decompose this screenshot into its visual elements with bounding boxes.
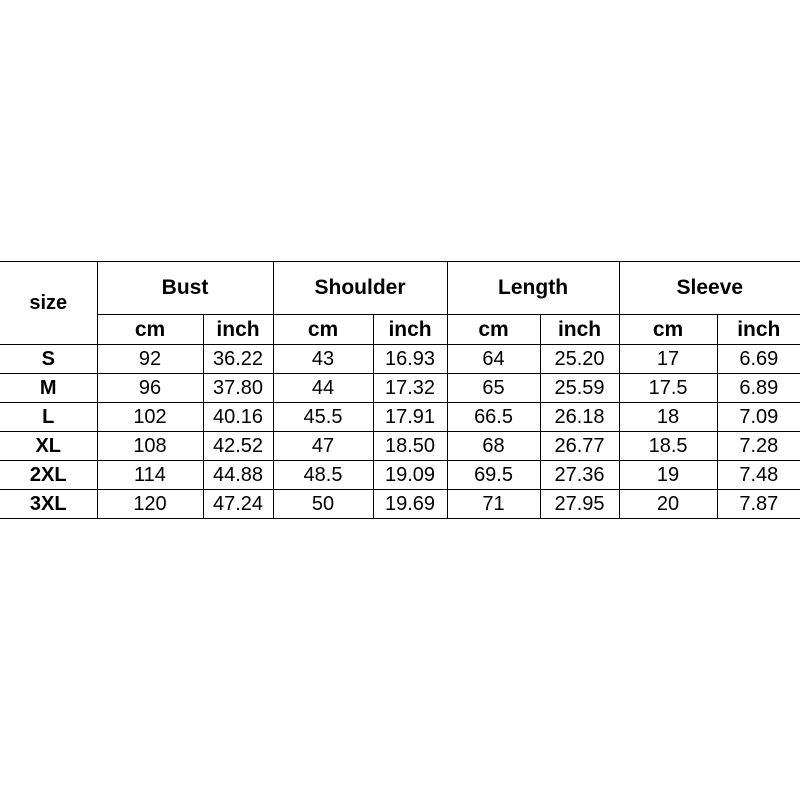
group-header-shoulder: Shoulder bbox=[273, 262, 447, 315]
value-cell: 17.91 bbox=[373, 403, 447, 432]
value-cell: 17.32 bbox=[373, 374, 447, 403]
size-label: L bbox=[0, 403, 97, 432]
size-column-header: size bbox=[0, 262, 97, 345]
value-cell: 114 bbox=[97, 461, 203, 490]
value-cell: 7.48 bbox=[717, 461, 800, 490]
value-cell: 25.59 bbox=[540, 374, 619, 403]
value-cell: 65 bbox=[447, 374, 540, 403]
value-cell: 26.18 bbox=[540, 403, 619, 432]
unit-header: inch bbox=[540, 315, 619, 345]
value-cell: 47 bbox=[273, 432, 373, 461]
value-cell: 50 bbox=[273, 490, 373, 519]
value-cell: 96 bbox=[97, 374, 203, 403]
table-row bbox=[0, 403, 800, 432]
value-cell: 44 bbox=[273, 374, 373, 403]
table-row bbox=[0, 345, 800, 374]
table-row bbox=[0, 374, 800, 403]
value-cell: 20 bbox=[619, 490, 717, 519]
value-cell: 37.80 bbox=[203, 374, 273, 403]
value-cell: 47.24 bbox=[203, 490, 273, 519]
value-cell: 19.69 bbox=[373, 490, 447, 519]
unit-header: inch bbox=[717, 315, 800, 345]
value-cell: 18 bbox=[619, 403, 717, 432]
size-label: XL bbox=[0, 432, 97, 461]
value-cell: 6.69 bbox=[717, 345, 800, 374]
size-chart-table bbox=[0, 261, 800, 519]
unit-header: cm bbox=[273, 315, 373, 345]
value-cell: 27.95 bbox=[540, 490, 619, 519]
table-row bbox=[0, 490, 800, 519]
table-row bbox=[0, 432, 800, 461]
value-cell: 66.5 bbox=[447, 403, 540, 432]
value-cell: 108 bbox=[97, 432, 203, 461]
unit-header: inch bbox=[203, 315, 273, 345]
value-cell: 48.5 bbox=[273, 461, 373, 490]
size-chart-body bbox=[0, 345, 800, 519]
value-cell: 25.20 bbox=[540, 345, 619, 374]
unit-header: cm bbox=[619, 315, 717, 345]
unit-header: cm bbox=[97, 315, 203, 345]
value-cell: 27.36 bbox=[540, 461, 619, 490]
value-cell: 71 bbox=[447, 490, 540, 519]
group-header-bust: Bust bbox=[97, 262, 273, 315]
value-cell: 45.5 bbox=[273, 403, 373, 432]
size-label: 2XL bbox=[0, 461, 97, 490]
group-header-sleeve: Sleeve bbox=[619, 262, 800, 315]
value-cell: 120 bbox=[97, 490, 203, 519]
value-cell: 17.5 bbox=[619, 374, 717, 403]
value-cell: 19.09 bbox=[373, 461, 447, 490]
value-cell: 16.93 bbox=[373, 345, 447, 374]
value-cell: 68 bbox=[447, 432, 540, 461]
unit-header: inch bbox=[373, 315, 447, 345]
unit-header-row bbox=[0, 315, 800, 345]
unit-header: cm bbox=[447, 315, 540, 345]
value-cell: 42.52 bbox=[203, 432, 273, 461]
value-cell: 7.87 bbox=[717, 490, 800, 519]
value-cell: 102 bbox=[97, 403, 203, 432]
value-cell: 18.50 bbox=[373, 432, 447, 461]
value-cell: 17 bbox=[619, 345, 717, 374]
size-label: 3XL bbox=[0, 490, 97, 519]
size-label: M bbox=[0, 374, 97, 403]
group-header-length: Length bbox=[447, 262, 619, 315]
value-cell: 7.28 bbox=[717, 432, 800, 461]
value-cell: 36.22 bbox=[203, 345, 273, 374]
size-label: S bbox=[0, 345, 97, 374]
value-cell: 18.5 bbox=[619, 432, 717, 461]
value-cell: 26.77 bbox=[540, 432, 619, 461]
value-cell: 40.16 bbox=[203, 403, 273, 432]
value-cell: 69.5 bbox=[447, 461, 540, 490]
value-cell: 43 bbox=[273, 345, 373, 374]
value-cell: 64 bbox=[447, 345, 540, 374]
value-cell: 44.88 bbox=[203, 461, 273, 490]
table-row bbox=[0, 461, 800, 490]
value-cell: 92 bbox=[97, 345, 203, 374]
group-header-row bbox=[0, 262, 800, 315]
value-cell: 6.89 bbox=[717, 374, 800, 403]
value-cell: 19 bbox=[619, 461, 717, 490]
value-cell: 7.09 bbox=[717, 403, 800, 432]
